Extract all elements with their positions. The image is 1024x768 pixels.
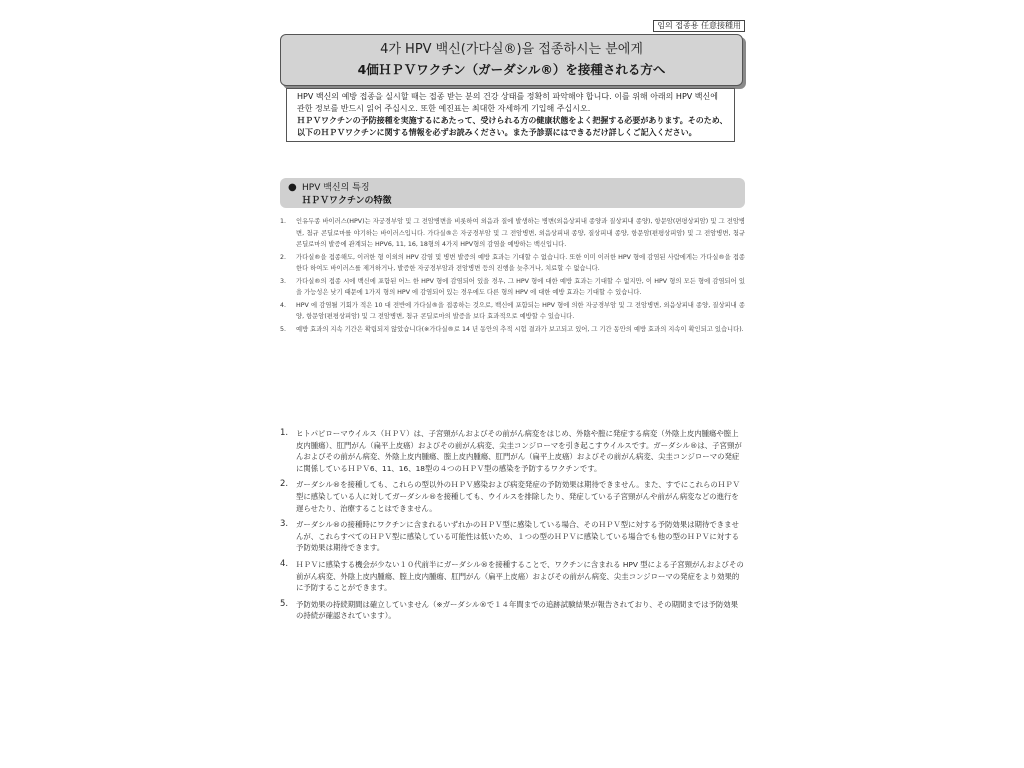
item-number: 1. — [280, 218, 287, 225]
japanese-item-list — [280, 428, 745, 627]
intro-japanese: ＨＰＶワクチンの予防接種を実施するにあたって、受けられる方の健康状態をよく把握する必要があります。そのため、以下のＨＰＶワクチンに関する情報を必ずお読みください。また予診票にはできるだけ詳しくご記入ください。 — [297, 116, 728, 137]
list-item — [280, 324, 745, 336]
bullet-icon: ● — [288, 182, 297, 193]
item-text: ガーダシル®を接種しても、これらの型以外のＨＰＶ感染および病変発症の予防効果は期待できません。また、すでにこれらのＨＰＶ型に感染している人に対してガーダシル®を接種しても、ウイルスを排除したり、発症している子宮頸がんや前がん病変などの進行を遅らせたり、治療することはできません。 — [296, 480, 740, 513]
title-box — [280, 34, 743, 86]
title-korean: 4가 HPV 백신(가다실®)을 접종하시는 분에게 — [380, 42, 643, 57]
section-header — [280, 178, 745, 208]
item-text: 가다실®을 접종해도, 이러한 형 이외의 HPV 감염 및 병변 발증의 예방 효과는 기대할 수 없습니다. 또한 이미 이러한 HPV 형에 감염된 사람에게는 가다실®을 접종한다 하여도 바이러스를 제거하거나, 발증한 자궁경부암과 전암병변 등의 진행을 늦추거나, 치료할 수 없습니다. — [296, 253, 745, 272]
item-text: ＨＰＶに感染する機会が少ない１０代前半にガーダシル®を接種することで、ワクチンに含まれる HPV 型による子宮頸がんおよびその前がん病変、外陰上皮内腫瘍、膣上皮内腫瘍、肛門がん（扁平上皮癌）およびその前がん病変、尖圭コンジローマの発症をより効果的に予防することができます。 — [296, 559, 744, 593]
item-text: ヒトパピローマウイルス（ＨＰＶ）は、子宮頸がんおよびその前がん病変をはじめ、外陰や膣に発症する病変（外陰上皮内腫瘍や膣上皮内腫瘍）、肛門がん（扁平上皮癌）およびその前がん病変、尖圭コンジローマを引き起こすウイルスです。ガーダシル®は、子宮頸がんおよびその前がん病変、外陰上皮内腫瘍、膣上皮内腫瘍、肛門がん（扁平上皮癌）およびその前がん病変、尖圭コンジローマの発症に関係しているＨＰＶ6、11、16、18型の４つのＨＰＶ型の感染を予防するワクチンです。 — [296, 429, 742, 473]
title-japanese: 4価ＨＰＶワクチン（ガーダシル®）を接種される方へ — [357, 62, 666, 77]
korean-item-list — [280, 216, 745, 336]
intro-korean: HPV 백신의 예방 접종을 실시할 때는 접종 받는 분의 건강 상태를 정확히 파악해야 합니다. 이를 위해 아래의 HPV 백신에 관한 정보를 반드시 읽어 주십시오. 또한 예진표는 최대한 자세하게 기입해 주십시오. — [297, 92, 718, 113]
intro-box — [286, 88, 735, 142]
list-item — [280, 428, 745, 474]
list-item — [280, 216, 745, 251]
section-heading-japanese: ＨＰＶワクチンの特徴 — [302, 196, 392, 206]
item-number: 2. — [280, 253, 287, 261]
item-number: 1. — [280, 428, 289, 438]
item-number: 4. — [280, 558, 289, 569]
item-text: 予防効果の持続期間は確立していません（※ガーダシル®で１４年間までの追跡試験結果が報告されており、その期間までは予防効果の持続が確認されています）。 — [296, 599, 739, 621]
item-text: HPV 에 감염될 기회가 적은 10 대 전반에 가다실®을 접종하는 것으로, 백신에 포함되는 HPV 형에 의한 자궁경부암 및 그 전암병변, 외음상피내 종양, 질상피내 종양, 항문암(편평상피암) 및 그 전암병변, 첨규 콘딜로마의 발증을 보다 효과적으로 예방할 수 있습니다. — [296, 301, 745, 320]
item-number: 5. — [280, 598, 289, 609]
section-heading-korean: HPV 백신의 특징 — [302, 183, 370, 193]
list-item — [280, 519, 745, 554]
item-number: 3. — [280, 519, 289, 530]
item-text: 인유두종 바이러스(HPV)는 자궁경부암 및 그 전암병변을 비롯하여 외음과 질에 발생하는 병변(외음상피내 종양과 질상피내 종양), 항문암(편평상피암) 및 그 전암병변, 첨규 콘딜로마를 야기하는 바이러스입니다. 가다실®은 자궁경부암 및 그 전암병변, 외음상피내 종양, 질상피내 종양, 항문암(편평상피암) 및 그 전암병변, 첨규 콘딜로마의 발증에 관계되는 HPV6, 11, 16, 18형의 4가지 HPV형의 감염을 예방하는 백신입니다. — [296, 218, 745, 248]
item-number: 3. — [280, 277, 287, 285]
list-item — [280, 559, 745, 594]
item-number: 2. — [280, 479, 289, 490]
list-item — [280, 276, 745, 299]
item-number: 5. — [280, 325, 287, 333]
list-item — [280, 300, 745, 323]
list-item — [280, 479, 745, 514]
usage-tag: 임의 접종용 任意接種用 — [653, 20, 745, 32]
item-text: ガーダシル®の接種時にワクチンに含まれるいずれかのＨＰＶ型に感染している場合、そのＨＰＶ型に対する予防効果は期待できませんが、これらすべてのＨＰＶ型に感染している可能性は低いため、１つの型のＨＰＶに感染している場合でも他の型のＨＰＶに対する予防効果は期待できます。 — [296, 520, 739, 553]
item-text: 예방 효과의 지속 기간은 확립되지 않았습니다(※가다실®로 14 년 동안의 추적 시험 결과가 보고되고 있어, 그 기간 동안의 예방 효과의 지속이 확인되고 있습니다). — [296, 325, 744, 333]
list-item — [280, 599, 745, 622]
item-text: 가다실®의 접종 시에 백신에 포함된 어느 한 HPV 형에 감염되어 있을 경우, 그 HPV 형에 대한 예방 효과는 기대할 수 없지만, 이 HPV 형의 모든 형에 감염되어 있을 가능성은 낮기 때문에 1가지 형의 HPV 에 감염되어 있는 경우에도 다른 형의 HPV 에 대한 예방 효과는 기대할 수 있습니다. — [296, 277, 745, 296]
item-number: 4. — [280, 301, 287, 309]
list-item — [280, 252, 745, 275]
